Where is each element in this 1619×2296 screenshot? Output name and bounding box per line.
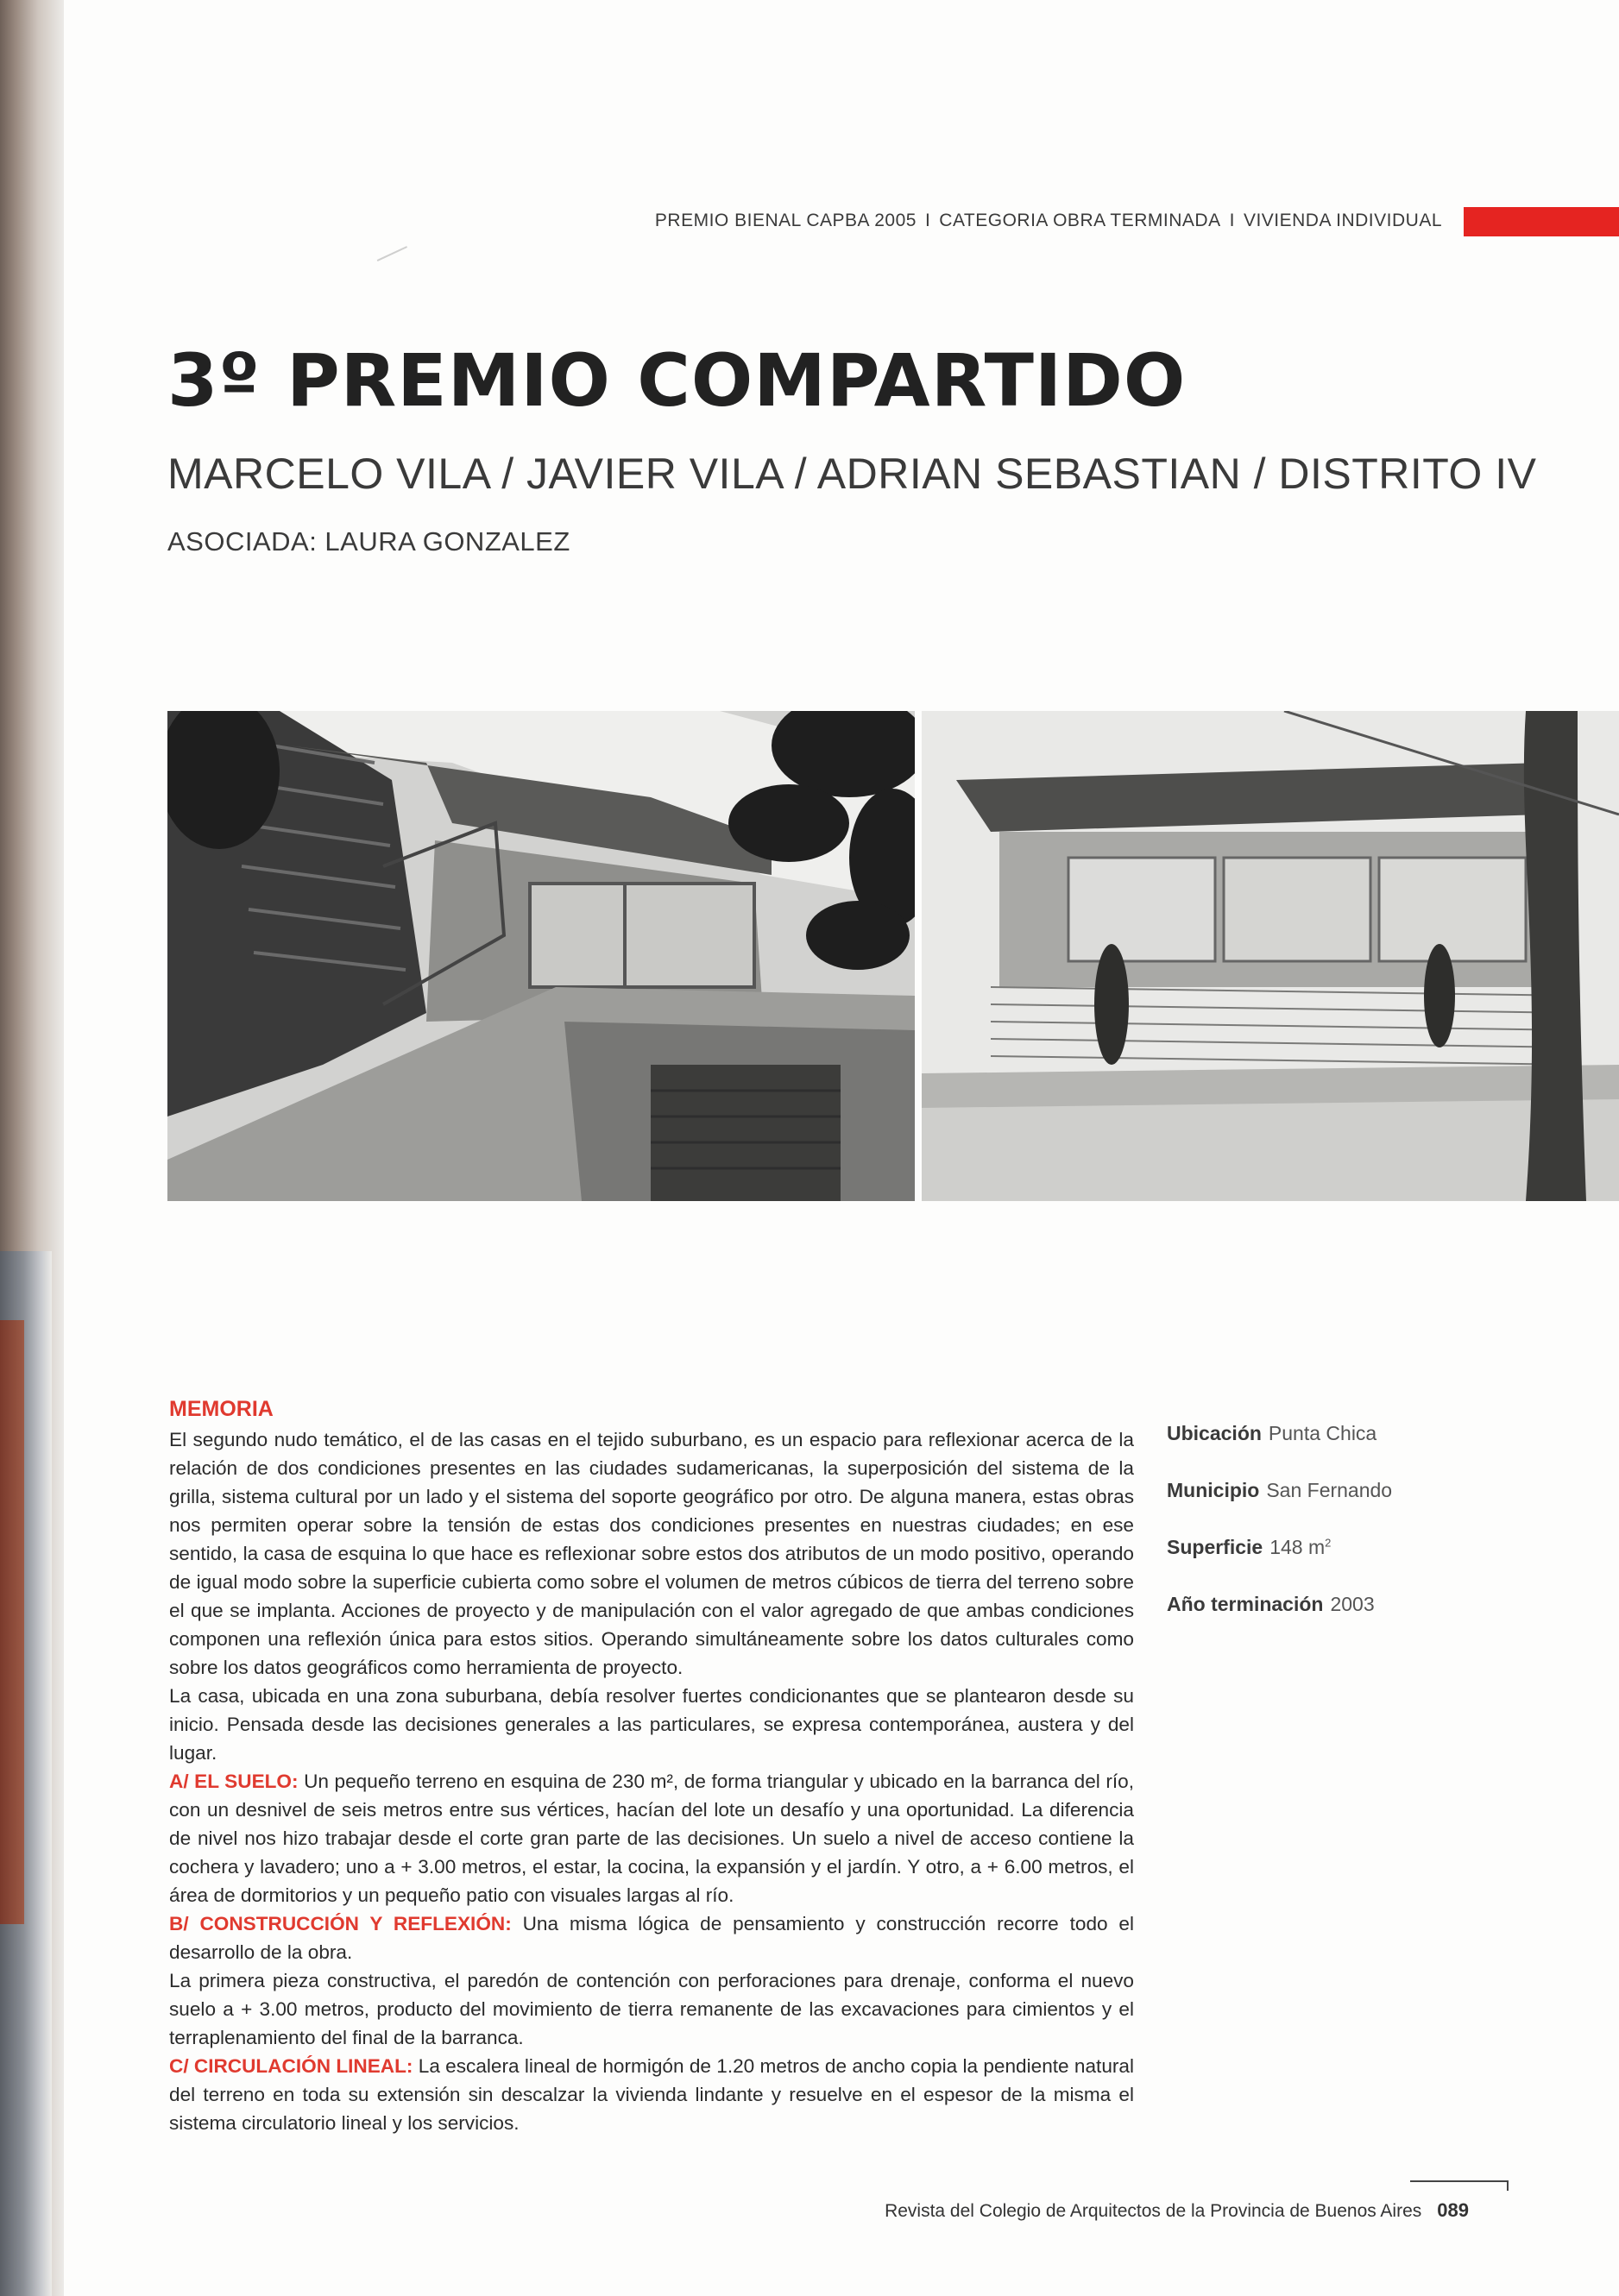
section-text: Un pequeño terreno en esquina de 230 m², de forma triangular y ubicado en la barranca del río, con un desnivel de seis metros entre sus vértices, hacían del lote un desafío y una oportunidad. La diferencia de nivel nos hizo trabajar desde el corte gran parte de las decisiones. Un suelo a nivel de acceso contiene la cochera y lavadero; uno a + 3.00 metros, el estar, la cocina, la expansión y el jardín. Y otro, a + 6.00 metros, el área de dormitorios y un pequeño patio con visuales largas al río. — [169, 1771, 1134, 1906]
page-footer — [885, 2199, 1469, 2222]
fact-superficie — [1167, 1536, 1529, 1593]
fact-label: Año terminación — [1167, 1593, 1324, 1615]
section-construccion — [169, 1909, 1134, 1966]
house-photo-left — [167, 711, 915, 1201]
section-label: B/ CONSTRUCCIÓN Y REFLEXIÓN: — [169, 1913, 512, 1934]
header-accent-bar — [1464, 207, 1619, 236]
section-header — [655, 211, 1442, 231]
section-circulacion — [169, 2052, 1134, 2137]
header-segment-category: CATEGORIA OBRA TERMINADA — [939, 211, 1221, 230]
header-segment-prize: PREMIO BIENAL CAPBA 2005 — [654, 211, 917, 230]
pencil-mark — [377, 246, 416, 279]
fact-value: Punta Chica — [1268, 1422, 1377, 1444]
fact-value: 2003 — [1330, 1593, 1375, 1615]
fact-label: Municipio — [1167, 1479, 1260, 1501]
fact-value: 148 m — [1269, 1536, 1326, 1558]
binding-red-strip — [0, 1320, 24, 1924]
section-label: C/ CIRCULACIÓN LINEAL: — [169, 2055, 413, 2077]
fact-value: San Fernando — [1266, 1479, 1393, 1501]
header-separator: I — [924, 211, 931, 230]
section-text: Una misma lógica de pensamiento y construcción recorre todo el desarrollo de la obra. — [169, 1913, 1135, 1963]
section-label: A/ EL SUELO: — [169, 1771, 299, 1792]
binding-edge-lower — [0, 1251, 52, 2296]
memoria-paragraph: El segundo nudo temático, el de las casas en el tejido suburbano, es un espacio para reflexionar acerca de la relación de dos condiciones presentes en las ciudades sudamericanas, la superposición del sistema de la grilla, sistema cultural por un lado y el sistema del soporte geográfico por otro. De alguna manera, estas obras nos permiten operar sobre la tensión de estas dos condiciones presentes en nuestras ciudades; en ese sentido, la casa de esquina lo que hace es reflexionar sobre estos dos atributos de un modo positivo, operando de igual modo sobre la superficie cubierta como sobre el volumen de metros cúbicos de tierra del terreno sobre el que se implanta. Acciones de proyecto y de manipulación con el valor agregado de que ambas condiciones componen una reflexión única para estos sitios. Operando simultáneamente sobre los datos culturales como sobre los datos geográficos como herramienta de proyecto. — [169, 1429, 1134, 1678]
section-text: La primera pieza constructiva, el paredón de contención con perforaciones para drenaje, conforma el nuevo suelo a + 3.00 metros, producto del movimiento de tierra remanente de las excavaciones para cimientos y el terraplenamiento del final de la barranca. — [169, 1970, 1134, 2048]
fact-ubicacion — [1167, 1422, 1529, 1479]
section-text: La escalera lineal de hormigón de 1.20 metros de ancho copia la pendiente natural del terreno en toda su extensión sin descalzar la vivienda lindante y resuelve en el espesor de la misma el sistema circulatorio lineal y los servicios. — [169, 2055, 1135, 2134]
memoria-paragraph: La casa, ubicada en una zona suburbana, debía resolver fuertes condicionantes que se plantearon desde su inicio. Pensada desde las decisiones generales a las particulares, se expresa contemporánea, austera y del lugar. — [169, 1685, 1134, 1764]
house-photo-right — [922, 711, 1619, 1201]
memoria-heading: MEMORIA — [169, 1397, 274, 1421]
header-separator: I — [1229, 211, 1235, 230]
page-title: 3º PREMIO COMPARTIDO — [167, 338, 1187, 423]
fact-municipio — [1167, 1479, 1529, 1536]
fact-anio — [1167, 1593, 1529, 1650]
header-segment-type: VIVIENDA INDIVIDUAL — [1243, 211, 1442, 230]
section-suelo — [169, 1767, 1134, 1909]
fact-unit-exponent: 2 — [1325, 1536, 1332, 1550]
associated-architect: ASOCIADA: LAURA GONZALEZ — [167, 526, 570, 557]
project-facts — [1167, 1422, 1529, 1650]
fact-label: Superficie — [1167, 1536, 1263, 1558]
memoria-text — [169, 1394, 1134, 2137]
fact-label: Ubicación — [1167, 1422, 1262, 1444]
page-number: 089 — [1437, 2199, 1469, 2221]
journal-name: Revista del Colegio de Arquitectos de la Provincia de Buenos Aires — [885, 2201, 1422, 2221]
footer-rule — [1410, 2180, 1509, 2182]
authors-line: MARCELO VILA / JAVIER VILA / ADRIAN SEBASTIAN / DISTRITO IV — [167, 450, 1537, 498]
